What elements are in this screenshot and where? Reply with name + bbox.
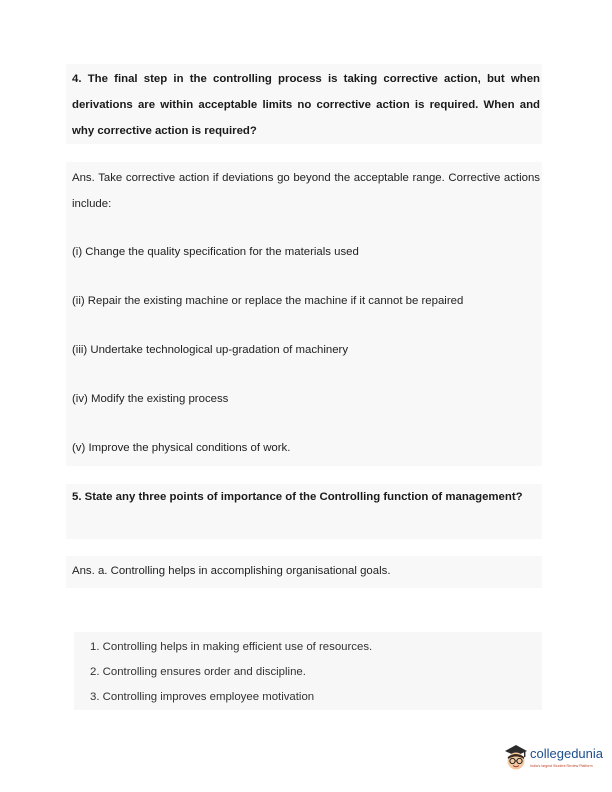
list-item: 2. Controlling ensures order and discipline.: [90, 666, 306, 678]
collegedunia-logo: [503, 742, 612, 776]
answer-point-2: (ii) Repair the existing machine or replace the machine if it cannot be repaired: [72, 295, 464, 307]
question-4-title: 4. The final step in the controlling process is taking corrective action, but when derivations are within acceptable limits no corrective action is required. When and why corrective action is required?: [72, 73, 540, 137]
list-item: 3. Controlling improves employee motivation: [90, 691, 315, 703]
logo-wordmark: collegedunia: [530, 746, 604, 761]
question-5-title: 5. State any three points of importance of the Controlling function of management?: [72, 491, 523, 503]
question-5-answer: Ans. a. Controlling helps in accomplishing organisational goals.: [72, 565, 391, 577]
answer-point-4: (iv) Modify the existing process: [72, 393, 229, 405]
list-item: 1. Controlling helps in making efficient use of resources.: [90, 641, 373, 653]
answer-point-3: (iii) Undertake technological up-gradation of machinery: [72, 344, 349, 356]
importance-list: [90, 635, 372, 710]
question-4-answer: Ans. Take corrective action if deviations go beyond the acceptable range. Corrective actions include:: [72, 172, 540, 210]
answer-point-5: (v) Improve the physical conditions of work.: [72, 442, 291, 454]
answer-point-1: (i) Change the quality specification for the materials used: [72, 246, 359, 258]
mascot-icon: [503, 742, 529, 774]
logo-tagline: India's largest Student Review Platform: [530, 764, 593, 768]
importance-list-box: [74, 632, 542, 710]
